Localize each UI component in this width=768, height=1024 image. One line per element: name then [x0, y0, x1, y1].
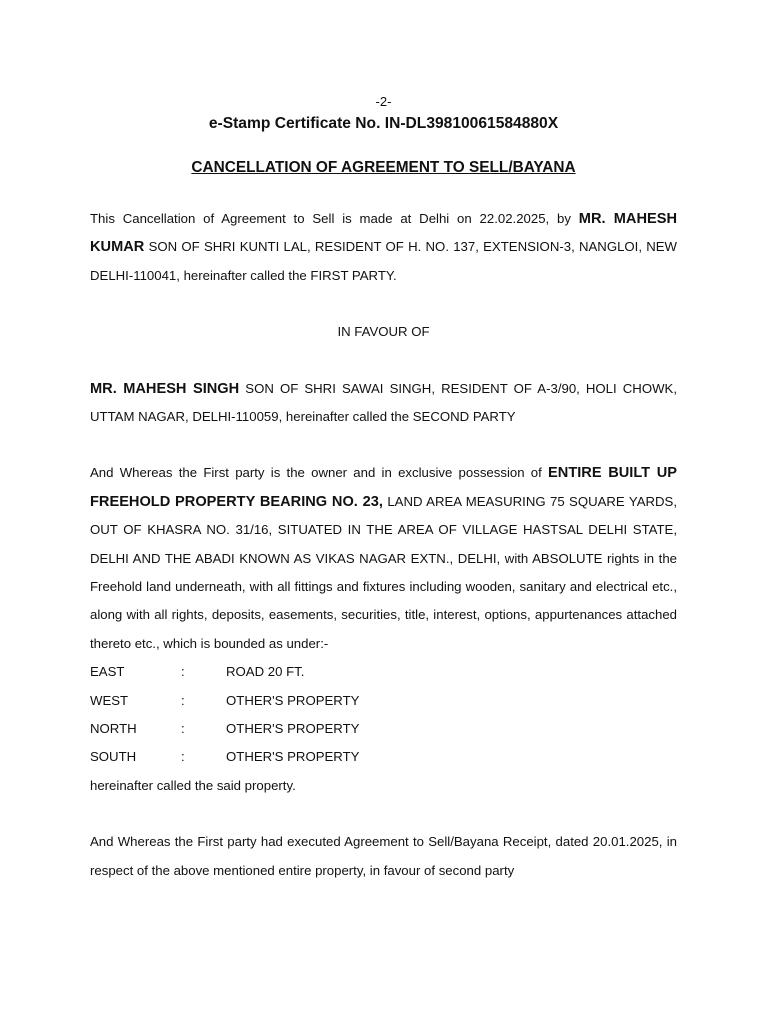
document-body [90, 92, 677, 885]
boundary-value: OTHER'S PROPERTY [226, 721, 360, 737]
boundary-side: NORTH [90, 721, 137, 737]
second-party-details: SON OF SHRI SAWAI SINGH, RESIDENT OF A-3/90, HOLI CHOWK, UTTAM NAGAR, DELHI-110059, hereinafter called the SECOND PARTY [90, 380, 677, 425]
second-party-name: MR. MAHESH SINGH [90, 380, 240, 397]
boundary-value: OTHER'S PROPERTY [226, 692, 360, 708]
property-intro: And Whereas the First party is the owner and in exclusive possession of [90, 465, 549, 481]
boundary-colon: : [181, 664, 185, 680]
boundary-side: WEST [90, 692, 129, 708]
property-details: LAND AREA MEASURING 75 SQUARE YARDS, OUT OF KHASRA NO. 31/16, SITUATED IN THE AREA OF VILLAGE HASTSAL DELHI STATE, DELHI AND THE ABADI KNOWN AS VIKAS NAGAR EXTN., DELHI, with ABSOLUTE rights in the Freehold land underneath, with all fittings and fixtures including wooden, sanitary and electrical etc., along with all rights, deposits, easements, securities, title, interest, options, appurtenances attached thereto etc., which is bounded as under:- [90, 493, 678, 651]
boundary-value: OTHER'S PROPERTY [226, 749, 360, 765]
boundary-row [90, 715, 677, 743]
boundary-colon: : [181, 721, 185, 737]
first-party-paragraph [90, 205, 677, 290]
boundary-row [90, 687, 677, 715]
first-party-name: MR. MAHESH KUMAR [90, 211, 677, 256]
page-number: -2- [375, 94, 392, 109]
first-party-details: SON OF SHRI KUNTI LAL, RESIDENT OF H. NO. 137, EXTENSION-3, NANGLOI, NEW DELHI-110041, hereinafter called the FIRST PARTY. [90, 239, 677, 283]
in-favour-of-label: IN FAVOUR OF [337, 324, 430, 340]
boundary-row [90, 743, 677, 771]
stamp-certificate-number: e-Stamp Certificate No. IN-DL39810061584880X [208, 115, 559, 132]
boundary-row [90, 658, 677, 686]
boundary-side: EAST [90, 664, 125, 680]
second-party-paragraph [90, 375, 677, 432]
boundaries-table [90, 658, 677, 772]
property-title: ENTIRE BUILT UP FREEHOLD PROPERTY BEARING NO. 23, [90, 465, 677, 510]
boundary-colon: : [181, 749, 185, 765]
property-paragraph [90, 459, 677, 658]
boundary-colon: : [181, 692, 185, 708]
boundary-value: ROAD 20 FT. [226, 664, 305, 680]
agreement-paragraph: And Whereas the First party had executed Agreement to Sell/Bayana Receipt, dated 20.01.2025, in respect of the above mentioned entire property, in favour of second party [90, 834, 677, 878]
said-property-line: hereinafter called the said property. [90, 777, 296, 793]
first-party-intro: This Cancellation of Agreement to Sell is made at Delhi on 22.02.2025, by [90, 211, 579, 226]
document-heading: CANCELLATION OF AGREEMENT TO SELL/BAYANA [191, 159, 576, 176]
boundary-side: SOUTH [90, 749, 137, 765]
